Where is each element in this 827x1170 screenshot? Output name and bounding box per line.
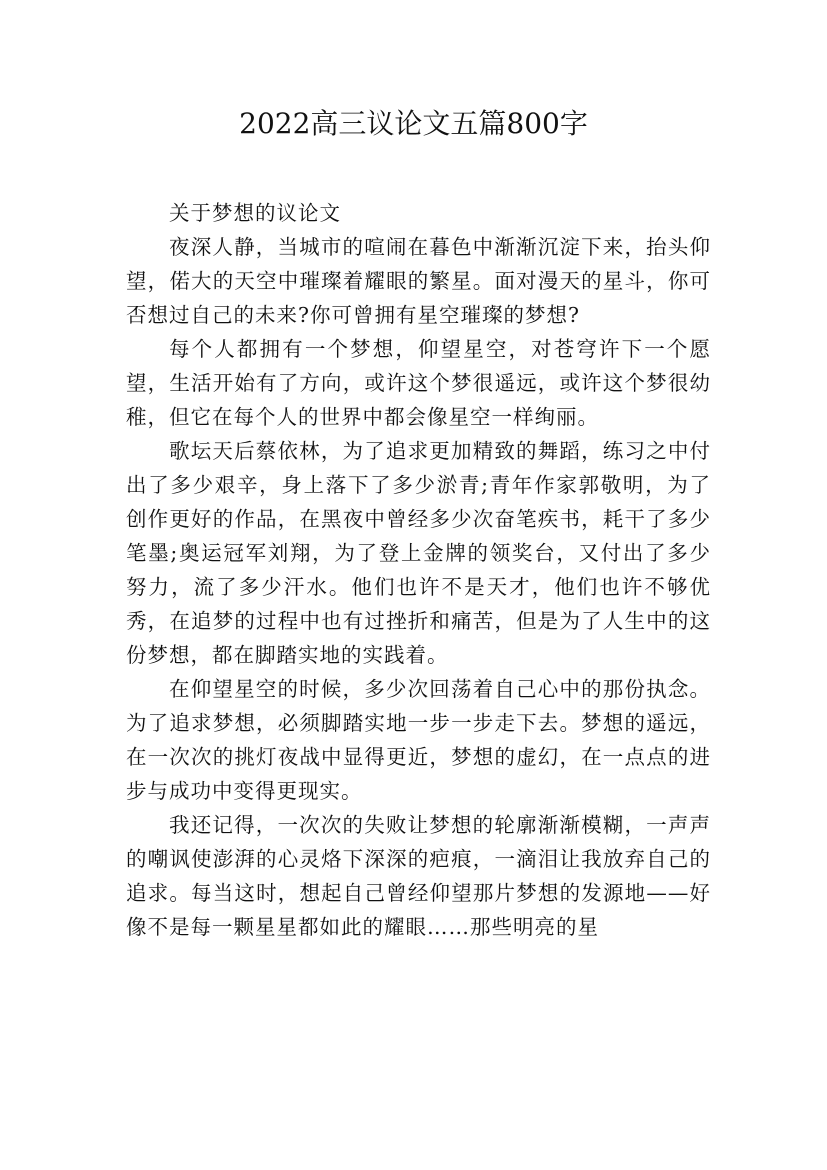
paragraph: 歌坛天后蔡依林，为了追求更加精致的舞蹈，练习之中付出了多少艰辛，身上落下了多少淤青;青年作家郭敬明，为了创作更好的作品，在黑夜中曾经多少次奋笔疾书，耗干了多少笔墨;奥运冠军刘翔，为了登上金牌的领奖台，又付出了多少努力，流了多少汗水。他们也许不是天才，他们也许不够优秀，在追梦的过程中也有过挫折和痛苦，但是为了人生中的这份梦想，都在脚踏实地的实践着。 xyxy=(126,439,711,667)
paragraph: 在仰望星空的时候，多少次回荡着自己心中的那份执念。为了追求梦想，必须脚踏实地一步一步走下去。梦想的遥远，在一次次的挑灯夜战中显得更近，梦想的虚幻，在一点点的进步与成功中变得更现实。 xyxy=(126,677,711,803)
paragraph: 我还记得，一次次的失败让梦想的轮廓渐渐模糊，一声声的嘲讽使澎湃的心灵烙下深深的疤痕，一滴泪让我放弃自己的追求。每当这时，想起自己曾经仰望那片梦想的发源地——好像不是每一颗星星都如此的耀眼……那些明亮的星 xyxy=(126,813,711,939)
document-body xyxy=(126,196,711,944)
document-title: 2022高三议论文五篇800字 xyxy=(239,107,588,140)
paragraph: 夜深人静，当城市的喧闹在暮色中渐渐沉淀下来，抬头仰望，偌大的天空中璀璨着耀眼的繁星。面对漫天的星斗，你可否想过自己的未来?你可曾拥有星空璀璨的梦想? xyxy=(126,235,711,327)
paragraph: 每个人都拥有一个梦想，仰望星空，对苍穹许下一个愿望，生活开始有了方向，或许这个梦很遥远，或许这个梦很幼稚，但它在每个人的世界中都会像星空一样绚丽。 xyxy=(126,337,711,429)
section-heading: 关于梦想的议论文 xyxy=(169,201,342,225)
